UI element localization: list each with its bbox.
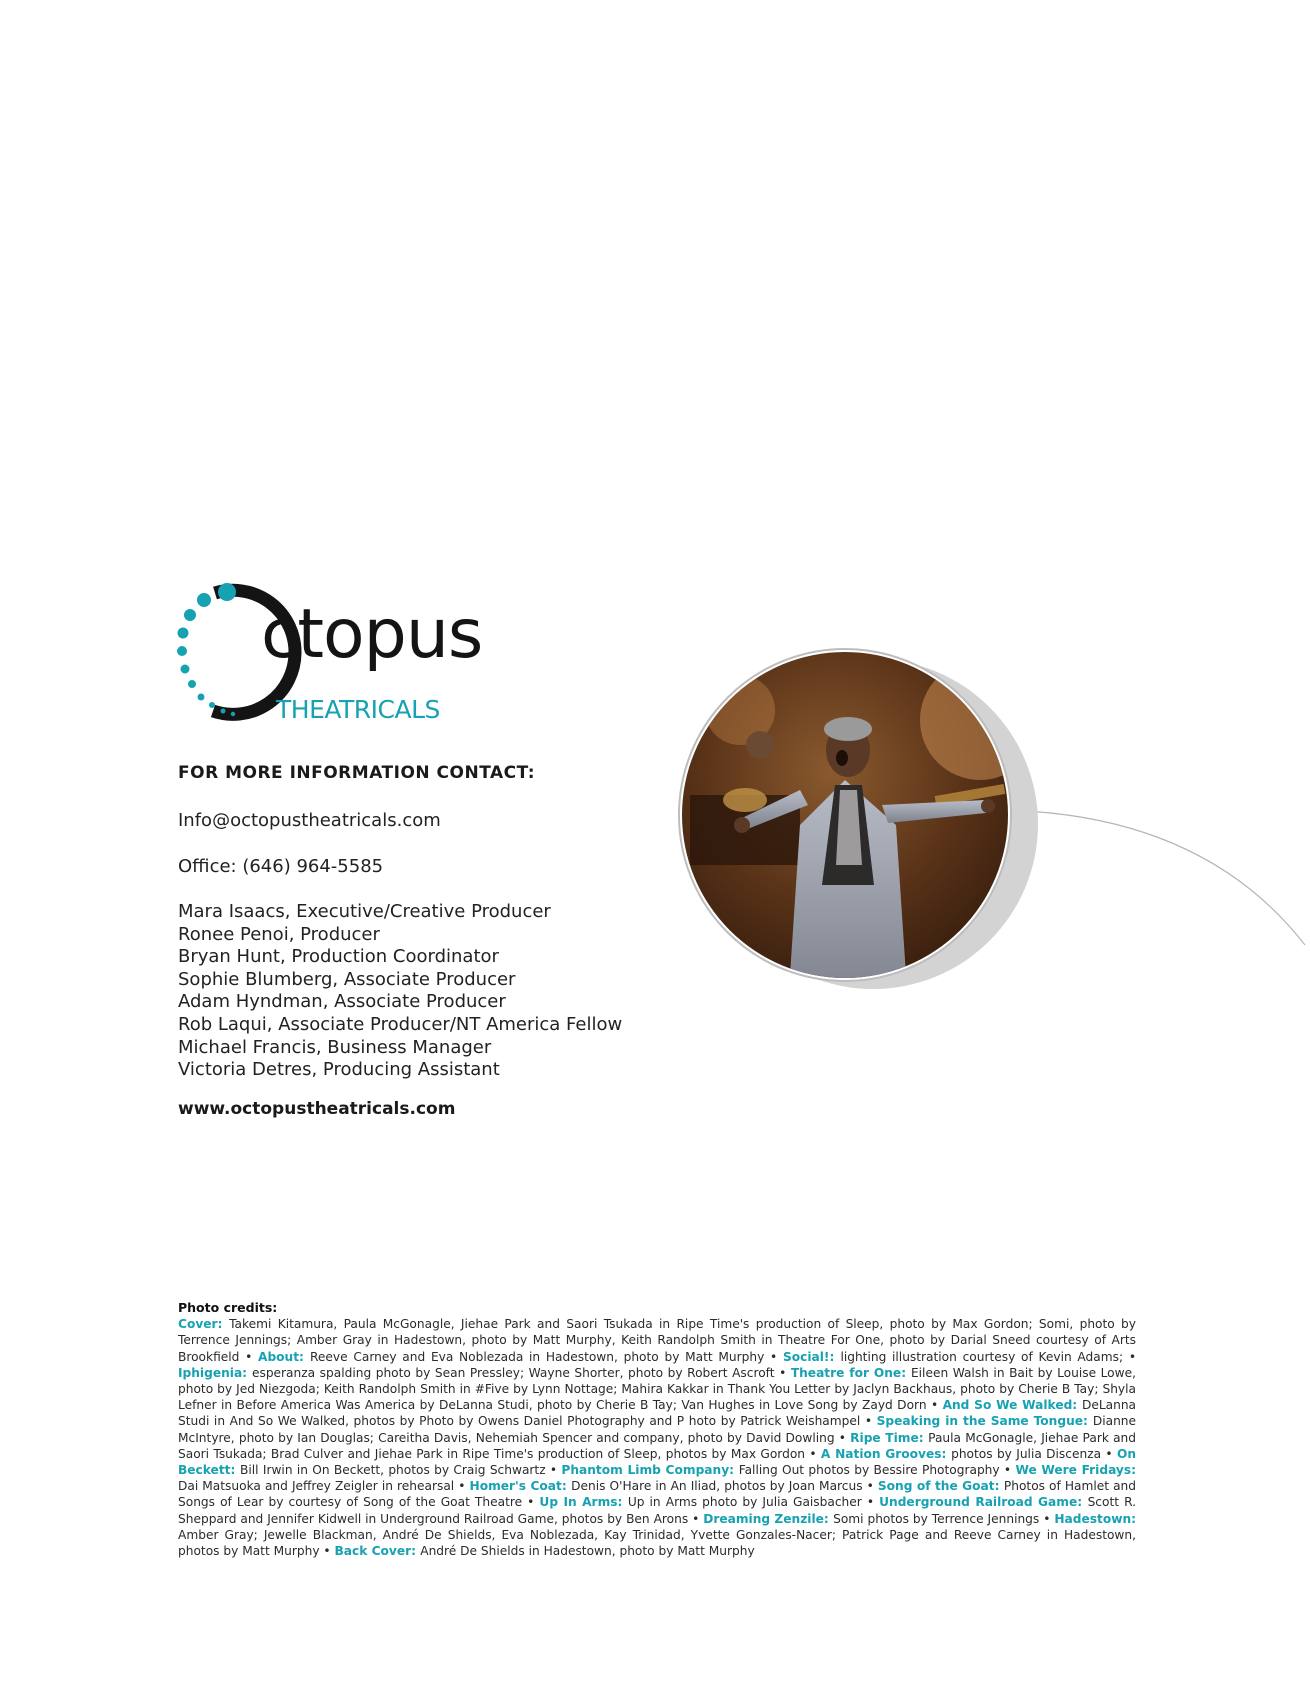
credit-text: Scott R. Sheppard and Jennifer Kidwell in Underground Railroad Game, photos by Ben Arons: [178, 1495, 1136, 1526]
website-link[interactable]: www.octopustheatricals.com: [178, 1098, 456, 1119]
credits-body: [178, 1316, 1136, 1559]
credit-text: Bill Irwin in On Beckett, photos by Craig Schwartz: [240, 1463, 546, 1478]
credit-text: photos by Julia Discenza: [951, 1446, 1102, 1461]
credit-entry: [821, 1447, 1101, 1461]
staff-list: [178, 901, 698, 1082]
credit-entry: [561, 1463, 999, 1477]
credit-entry: [178, 1366, 775, 1380]
credit-entry: [539, 1495, 861, 1509]
credit-text: André De Shields in Hadestown, photo by Matt Murphy: [420, 1544, 755, 1559]
credit-label: Phantom Limb Company:: [561, 1463, 739, 1478]
credit-entry: [703, 1512, 1039, 1526]
credit-entry: [258, 1350, 764, 1364]
credit-separator: •: [860, 1414, 877, 1429]
credit-separator: •: [862, 1479, 878, 1494]
staff-item: Michael Francis, Business Manager: [178, 1036, 492, 1058]
credit-separator: •: [926, 1398, 943, 1413]
credit-label: Social!:: [782, 1349, 841, 1364]
staff-item: Adam Hyndman, Associate Producer: [178, 991, 506, 1013]
credit-label: Theatre for One:: [790, 1365, 911, 1380]
credit-separator: •: [999, 1463, 1016, 1478]
credit-separator: •: [834, 1430, 851, 1445]
credit-label: Back Cover:: [334, 1544, 421, 1559]
credit-label: Homer's Coat:: [469, 1479, 572, 1494]
credit-label: Underground Railroad Game:: [879, 1495, 1088, 1510]
staff-item: Bryan Hunt, Production Coordinator: [178, 946, 499, 968]
staff-item: Rob Laqui, Associate Producer/NT America Fellow: [178, 1013, 623, 1035]
credit-text: esperanza spalding photo by Sean Pressley; Wayne Shorter, photo by Robert Ascroft: [251, 1365, 775, 1380]
credit-label: We Were Fridays:: [1015, 1463, 1136, 1478]
credit-label: Hadestown:: [1054, 1511, 1137, 1526]
logo-subtitle: THEATRICALS: [276, 695, 440, 724]
credit-separator: •: [1039, 1511, 1055, 1526]
contact-heading: FOR MORE INFORMATION CONTACT:: [178, 763, 536, 783]
octopus-logo: [175, 583, 535, 728]
credit-separator: •: [805, 1446, 821, 1461]
credit-label: And So We Walked:: [942, 1398, 1082, 1413]
credit-text: Dianne McIntyre, photo by Ian Douglas; Careitha Davis, Nehemiah Spencer and company, photo by David Dowling: [178, 1414, 1137, 1445]
credit-separator: •: [774, 1365, 791, 1380]
performer-photo-group: [650, 625, 1070, 1020]
credit-text: lighting illustration courtesy of Kevin Adams;: [840, 1349, 1124, 1364]
credit-entry: [783, 1350, 1123, 1364]
credit-separator: •: [764, 1349, 783, 1364]
credit-label: Speaking in the Same Tongue:: [876, 1414, 1093, 1429]
credit-label: Up In Arms:: [539, 1495, 628, 1510]
contact-email[interactable]: Info@octopustheatricals.com: [178, 810, 441, 831]
credit-text: Reeve Carney and Eva Noblezada in Hadestown, photo by Matt Murphy: [310, 1349, 765, 1364]
credit-label: Iphigenia:: [178, 1365, 252, 1380]
credit-separator: •: [861, 1495, 880, 1510]
contact-block: [178, 763, 698, 1119]
credit-separator: •: [1101, 1446, 1117, 1461]
credit-separator: •: [239, 1349, 259, 1364]
credit-separator: •: [319, 1544, 335, 1559]
credit-label: On Beckett:: [178, 1446, 1136, 1478]
credit-text: Dai Matsuoka and Jeffrey Zeigler in rehearsal: [178, 1479, 455, 1494]
photo-credits: [178, 1300, 1136, 1559]
credit-label: Song of the Goat:: [877, 1479, 1004, 1494]
credit-separator: •: [522, 1495, 540, 1510]
credit-label: Dreaming Zenzile:: [703, 1511, 834, 1526]
credit-label: Ripe Time:: [850, 1430, 929, 1445]
staff-item: Mara Isaacs, Executive/Creative Producer: [178, 901, 551, 922]
credit-text: Eileen Walsh in Bait by Louise Lowe, photo by Jed Niezgoda; Keith Randolph Smith in #Five by Lynn Nottage; Mahira Kakkar in Thank You Letter by Jaclyn Backhaus, photo by Cherie B Tay; Shyla Lefner in Before America Was America by DeLanna Studi, photo by Cherie B Tay; Van Hughes in Love Song by Zayd Dorn: [178, 1365, 1136, 1413]
credit-separator: •: [688, 1511, 704, 1526]
credit-text: Paula McGonagle, Jiehae Park and Saori Tsukada; Brad Culver and Jiehae Park in Ripe Time's production of Sleep, photos by Max Gordon: [178, 1430, 1137, 1461]
credit-separator: •: [454, 1479, 470, 1494]
staff-item: Sophie Blumberg, Associate Producer: [178, 968, 516, 990]
credit-label: A Nation Grooves:: [820, 1446, 952, 1461]
credit-text: Amber Gray; Jewelle Blackman, André De Shields, Eva Noblezada, Kay Trinidad, Yvette Gonzales-Nacer; Patrick Page and Reeve Carney in Hadestown, photos by Matt Murphy: [178, 1527, 1136, 1559]
credit-text: Falling Out photos by Bessire Photography: [738, 1463, 1000, 1478]
credits-title: Photo credits:: [178, 1300, 278, 1315]
credit-text: Takemi Kitamura, Paula McGonagle, Jiehae Park and Saori Tsukada in Ripe Time's production of Sleep, photo by Max Gordon; Somi, photo by Terrence Jennings; Amber Gray in Hadestown, photo by Matt Murphy, Keith Randolph Smith in Theatre For One, photo by Darial Sneed courtesy of Arts Brookfield: [178, 1317, 1137, 1364]
contact-office-phone[interactable]: Office: (646) 964-5585: [178, 856, 384, 877]
credit-text: Photos of Hamlet and Songs of Lear by courtesy of Song of the Goat Theatre: [178, 1479, 1137, 1510]
credit-label: About:: [258, 1349, 311, 1364]
credit-text: Up in Arms photo by Julia Gaisbacher: [627, 1495, 862, 1510]
credit-text: Denis O'Hare in An Iliad, photos by Joan Marcus: [571, 1479, 863, 1494]
staff-item: Ronee Penoi, Producer: [178, 923, 380, 945]
logo-wordmark: ctopus: [261, 595, 483, 674]
credit-text: DeLanna Studi in And So We Walked, photos by Photo by Owens Daniel Photography and P hoto by Patrick Weishampel: [178, 1398, 1137, 1429]
performer-photo: [650, 625, 1310, 1025]
credit-entry: [334, 1544, 754, 1558]
credit-entry: [470, 1479, 863, 1493]
credit-separator: •: [1123, 1349, 1137, 1364]
credit-text: Somi photos by Terrence Jennings: [833, 1511, 1040, 1526]
credit-label: Cover:: [178, 1317, 230, 1332]
staff-item: Victoria Detres, Producing Assistant: [178, 1059, 500, 1081]
credit-separator: •: [545, 1463, 562, 1478]
